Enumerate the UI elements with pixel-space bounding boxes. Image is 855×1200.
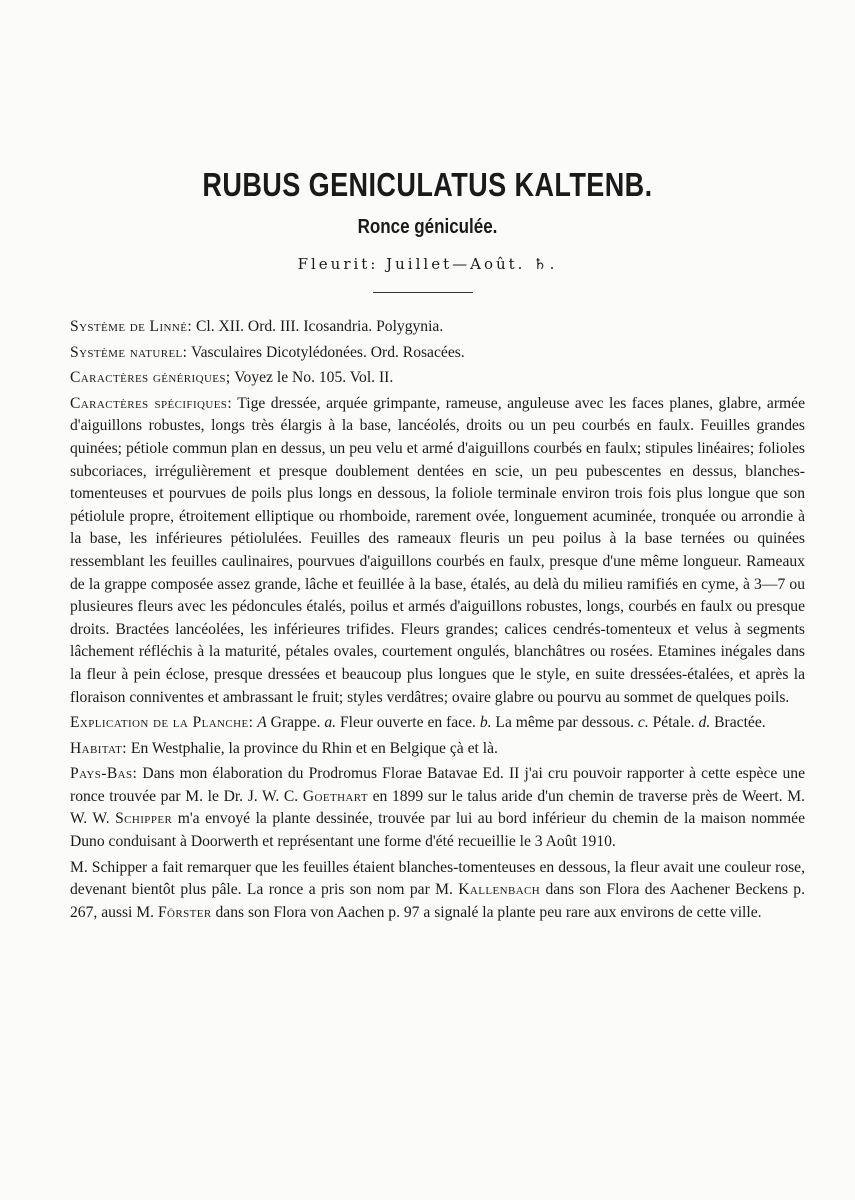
schipper-text-2: dans son Flora des Aachener Beckens p. 267, aussi M.: [70, 881, 805, 921]
plate-explanation-text-1: Grappe.: [266, 714, 325, 732]
title-divider: [373, 292, 473, 293]
generic-characters-text: Voyez le No. 105. Vol. II.: [230, 369, 394, 387]
plate-key-A: A: [257, 714, 267, 732]
habitat-paragraph: [70, 738, 805, 761]
schipper-text-3: dans son Flora von Aachen p. 97 a signalé la plante peu rare aux environs de cette ville.: [211, 903, 762, 921]
description-body: [70, 316, 805, 927]
plate-explanation-text-5: Bractée.: [710, 714, 766, 732]
plate-key-d: d.: [698, 714, 711, 732]
netherlands-text-1: Dans mon élaboration du Prodromus Florae Batavae Ed. II j'ai cru pouvoir rapporter à cette espèce une ronce trouvée par M. le Dr. J. W. C.: [70, 765, 805, 805]
person-forster: Förster: [157, 903, 212, 921]
natural-system-label: Système naturel:: [70, 343, 188, 361]
generic-characters-label: Caractères génériques;: [70, 369, 231, 387]
netherlands-text-2: en 1899 sur le talus aride d'un chemin de traverse près de Weert. M. W. W.: [70, 787, 805, 828]
habitat-label: Habitat:: [70, 739, 128, 757]
plate-key-a: a.: [324, 714, 337, 732]
plate-explanation-text-4: Pétale.: [648, 714, 699, 732]
person-goethart: Goethart: [302, 787, 368, 805]
specific-characters-paragraph: [70, 393, 805, 709]
natural-system-paragraph: [70, 342, 805, 365]
plate-explanation-paragraph: [70, 712, 805, 735]
page-title: RUBUS GENICULATUS KALTENB.: [202, 166, 653, 203]
linne-system-label: Système de Linné:: [70, 318, 193, 335]
page-subtitle: Ronce géniculée.: [357, 216, 498, 238]
plate-explanation-text-2: Fleur ouverte en face.: [336, 714, 480, 732]
schipper-paragraph: [70, 857, 805, 925]
specific-characters-text: Tige dressée, arquée grimpante, rameuse, anguleuse avec les faces planes, glabre, armée d'aiguillons robustes, longs très élargis à la base, lancéolés, droits ou un peu courbés en faulx. Feuilles grandes quinées; pétiole commun plan en dessus, un peu velu et armé d'aiguillons courbés en faulx; stipules linéaires; folioles subcoriaces, irrégulièrement et presque doublement dentées en scie, un peu pubescentes en dessus, blanches-tomenteuses et pourvues de poils plus longs en dessous, la foliole terminale environ trois fois plus longue que son pétiolule propre, étroitement elliptique ou rhomboide, rarement ovée, longuement acuminée, tronquée ou arrondie à la base, les inférieures pétiolulées. Feuilles des rameaux fleuris un peu poilus à la base ternées ou quinées ressemblant les feuilles caulinaires, pourvues d'aiguillons courbés en faulx, presque d'une même longueur. Rameaux de la grappe composée assez grande, lâche et feuillée à la base, étalés, au delà du milieu ramifiés en cyme, à 3—7 ou plusieures fleurs avec les pédoncules étalés, poilus et armés d'aiguillons robustes, longs, courbés en faulx ou presque droits. Bractées lancéolées, les inférieures trifides. Fleurs grandes; calices cendrés-tomenteux et velus à segments lâchement réfléchis à la maturité, pétales ovales, courtement ongulés, blanchâtres ou rosées. Etamines inégales dans la fleur à pein éclose, presque dressées et beaucoup plus longues que le style, en suite dressées-étalées, et après la floraison conniventes et ambrassant le fruit; styles verdâtres; ovaire glabre ou pourvu au sommet de quelques poils.: [70, 394, 805, 706]
person-schipper: Schipper: [115, 810, 173, 828]
netherlands-text-3: m'a envoyé la plante dessinée, trouvée par lui au bord inférieur du chemin de la maison nommée Duno conduisant à Doorwerth et représentant une forme d'été recueillie le 3 Août 1910.: [70, 810, 805, 851]
netherlands-paragraph: [70, 763, 805, 853]
linne-system-paragraph: [70, 316, 805, 339]
specific-characters-label: Caractères spécifiques:: [70, 394, 233, 412]
plate-key-b: b.: [479, 714, 492, 732]
habitat-text: En Westphalie, la province du Rhin et en Belgique çà et là.: [127, 739, 498, 757]
flowering-period: Fleurit: Juillet—Août. ♄.: [297, 255, 558, 273]
plate-explanation-label: Explication de la Planche:: [70, 714, 254, 732]
plate-key-c: c.: [637, 714, 649, 732]
generic-characters-paragraph: [70, 367, 805, 390]
linne-system-text: Cl. XII. Ord. III. Icosandria. Polygynia.: [192, 318, 444, 335]
natural-system-text: Vasculaires Dicotylédonées. Ord. Rosacées.: [187, 343, 465, 361]
plate-explanation-text-3: La même par dessous.: [491, 714, 638, 732]
schipper-text-1: M. Schipper a fait remarquer que les feuilles étaient blanches-tomenteuses en dessous, la fleur avait une couleur rose, devenant bientôt plus pâle. La ronce a pris son nom par M.: [70, 858, 805, 899]
netherlands-label: Pays-Bas:: [70, 765, 138, 783]
person-kallenbach: Kallenbach: [458, 881, 541, 899]
